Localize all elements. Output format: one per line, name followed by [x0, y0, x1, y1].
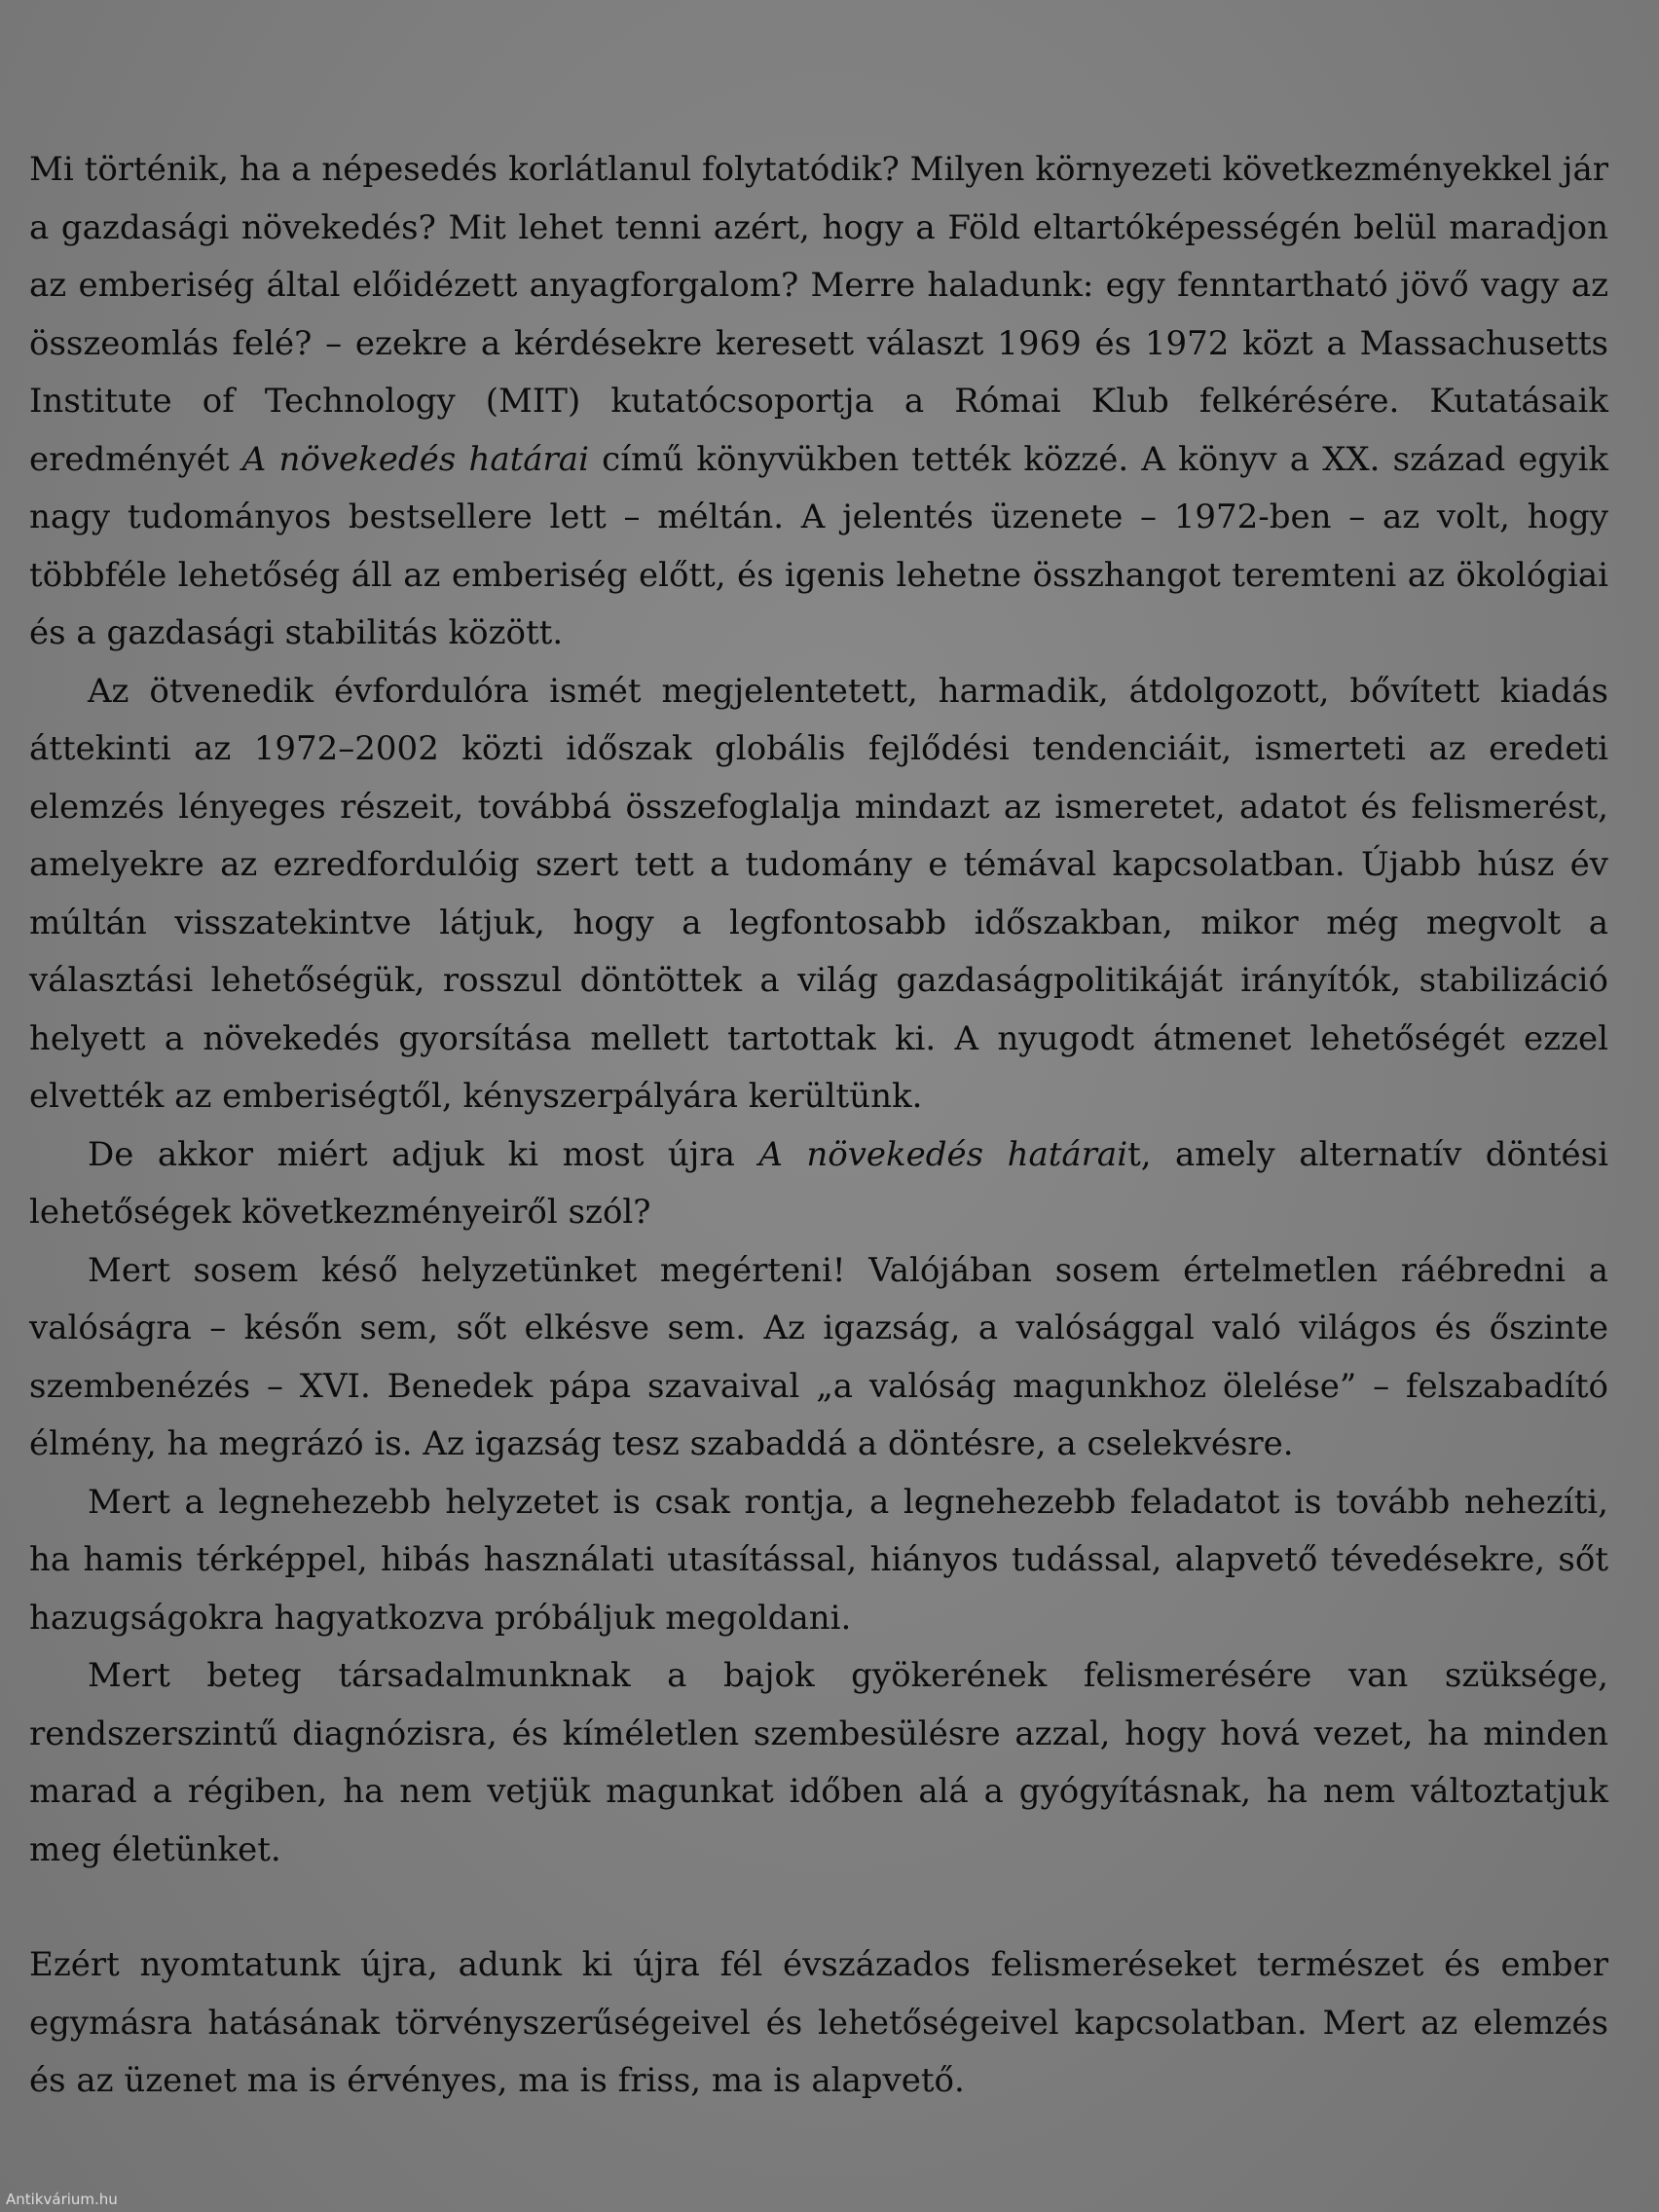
paragraph-4: Mert sosem késő helyzetünket megérteni! Valójában sosem értelmetlen ráébredni a valóságra – későn sem, sőt elkésve sem. Az igazság, a valósággal való világos és őszinte szembenézés – XVI. Benedek pápa szavaival „a valóság magunkhoz ölelése” – felszabadító élmény, ha megrázó is. Az igazság tesz szabaddá a döntésre, a cselekvésre.	[29, 1250, 1608, 1463]
paragraph-spacer	[29, 1879, 1608, 1936]
book-title: A növekedés határai	[241, 439, 589, 479]
paragraph-5: Mert a legnehezebb helyzetet is csak rontja, a legnehezebb feladatot is tovább nehezíti, ha hamis térképpel, hibás használati utasítással, hiányos tudással, alapvető tévedésekre, sőt hazugságokra hagyatkozva próbáljuk megoldani.	[29, 1482, 1608, 1638]
book-title: A növekedés határai	[758, 1134, 1128, 1174]
source-watermark: Antikvárium.hu	[6, 2191, 118, 2208]
paragraph-3: De akkor miért adjuk ki most újra A növekedés határait, amely alternatív döntési lehetőségek következményeiről szól?	[29, 1134, 1608, 1232]
paragraph-1: Mi történik, ha a népesedés korlátlanul folytatódik? Milyen környezeti következményekkel jár a gazdasági növekedés? Mit lehet tenni azért, hogy a Föld eltartóképességén belül maradjon az emberiség által előidézett anyagforgalom? Merre haladunk: egy fenntartható jövő vagy az összeomlás felé? – ezekre a kérdésekre keresett választ 1969 és 1972 közt a Massachusetts Institute of Technology (MIT) kutatócsoportja a Római Klub felkérésére. Kutatásaik eredményét A növekedés határai című könyvükben tették közzé. A könyv a XX. század egyik nagy tudományos bestsellere lett – méltán. A jelentés üzenete – 1972-ben – az volt, hogy többféle lehetőség áll az emberiség előtt, és igenis lehetne összhangot teremteni az ökológiai és a gazdasági stabilitás között.	[29, 150, 1608, 652]
back-cover-text	[29, 141, 1608, 2111]
paragraph-2: Az ötvenedik évfordulóra ismét megjelentetett, harmadik, átdolgozott, bővített kiadás áttekinti az 1972–2002 közti időszak globális fejlődési tendenciáit, ismerteti az eredeti elemzés lényeges részeit, továbbá összefoglalja mindazt az ismeretet, adatot és felismerést, amelyekre az ezredfordulóig szert tett a tudomány e témával kapcsolatban. Újabb húsz év múltán visszatekintve látjuk, hogy a legfontosabb időszakban, mikor még megvolt a választási lehetőségük, rosszul döntöttek a világ gazdaságpolitikáját irányítók, stabilizáció helyett a növekedés gyorsítása mellett tartottak ki. A nyugodt átmenet lehetőségét ezzel elvették az emberiségtől, kényszerpályára kerültünk.	[29, 671, 1608, 1116]
paragraph-6: Mert beteg társadalmunknak a bajok gyökerének felismerésére van szüksége, rendszerszintű diagnózisra, és kíméletlen szembesülésre azzal, hogy hová vezet, ha minden marad a régiben, ha nem vetjük magunkat időben alá a gyógyításnak, ha nem változtatjuk meg életünket.	[29, 1656, 1608, 1869]
paragraph-7: Ezért nyomtatunk újra, adunk ki újra fél évszázados felismeréseket természet és ember egymásra hatásának törvényszerűségeivel és lehetőségeivel kapcsolatban. Mert az elemzés és az üzenet ma is érvényes, ma is friss, ma is alapvető.	[29, 1945, 1608, 2100]
